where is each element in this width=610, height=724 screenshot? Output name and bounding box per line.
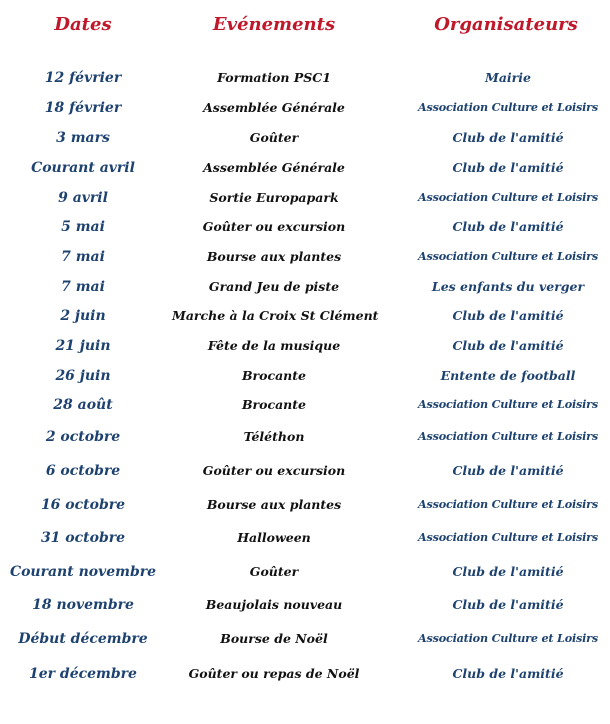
row-event: Brocante — [241, 368, 306, 383]
table-row — [0, 68, 610, 94]
row-date: 3 mars — [56, 130, 110, 146]
row-organizer: Club de l'amitié — [452, 219, 564, 234]
row-event: Bourse aux plantes — [206, 497, 342, 512]
row-organizer: Association Culture et Loisirs — [418, 429, 598, 443]
table-row — [0, 595, 610, 621]
row-organizer: Association Culture et Loisirs — [418, 497, 598, 511]
row-event: Grand Jeu de piste — [208, 279, 340, 294]
header-events: Evénements — [212, 14, 336, 35]
row-organizer: Mairie — [485, 70, 531, 85]
table-row — [0, 395, 610, 421]
row-organizer: Association Culture et Loisirs — [418, 100, 598, 114]
row-date: 12 février — [44, 70, 122, 86]
table-row — [0, 336, 610, 362]
row-date: 1er décembre — [29, 666, 137, 682]
row-date: 21 juin — [55, 338, 111, 354]
row-organizer: Club de l'amitié — [452, 564, 564, 579]
row-date: 7 mai — [61, 249, 105, 265]
row-event: Goûter ou repas de Noël — [188, 666, 360, 681]
row-event: Halloween — [237, 530, 311, 545]
row-date: 7 mai — [61, 279, 105, 295]
row-date: 2 octobre — [45, 429, 121, 445]
row-date: 18 novembre — [32, 597, 134, 613]
row-organizer: Association Culture et Loisirs — [418, 397, 598, 411]
table-row — [0, 495, 610, 521]
row-event: Goûter — [249, 564, 299, 579]
row-date: 31 octobre — [40, 530, 126, 546]
row-event: Marche à la Croix St Clément — [172, 308, 379, 323]
row-organizer: Club de l'amitié — [452, 597, 564, 612]
row-event: Goûter ou excursion — [202, 219, 346, 234]
row-organizer: Club de l'amitié — [452, 666, 564, 681]
row-event: Sortie Europapark — [209, 190, 339, 205]
row-event: Assemblée Générale — [203, 160, 345, 175]
row-event: Goûter — [249, 130, 299, 145]
table-row — [0, 217, 610, 243]
row-organizer: Club de l'amitié — [452, 338, 564, 353]
row-organizer: Association Culture et Loisirs — [418, 190, 598, 204]
row-organizer: Club de l'amitié — [452, 160, 564, 175]
row-event: Bourse aux plantes — [206, 249, 342, 264]
row-event: Beaujolais nouveau — [205, 597, 343, 612]
row-event: Assemblée Générale — [203, 100, 345, 115]
row-event: Fête de la musique — [207, 338, 341, 353]
row-organizer: Club de l'amitié — [452, 308, 564, 323]
table-row — [0, 98, 610, 124]
row-date: Début décembre — [18, 631, 148, 647]
table-row — [0, 158, 610, 184]
table-row — [0, 629, 610, 655]
row-organizer: Club de l'amitié — [452, 463, 564, 478]
table-row — [0, 461, 610, 487]
row-date: 26 juin — [55, 368, 111, 384]
table-row — [0, 366, 610, 392]
row-date: 6 octobre — [45, 463, 121, 479]
row-event: Goûter ou excursion — [202, 463, 346, 478]
table-header — [0, 14, 610, 44]
table-row — [0, 277, 610, 303]
row-event: Formation PSC1 — [217, 70, 331, 85]
row-date: 16 octobre — [40, 497, 126, 513]
row-event: Bourse de Noël — [220, 631, 328, 646]
row-organizer: Association Culture et Loisirs — [418, 631, 598, 645]
table-row — [0, 528, 610, 554]
header-dates: Dates — [54, 14, 112, 35]
header-organizers: Organisateurs — [434, 14, 578, 35]
row-event: Brocante — [241, 397, 306, 412]
row-date: 18 février — [44, 100, 122, 116]
row-organizer: Association Culture et Loisirs — [418, 249, 598, 263]
row-date: 28 août — [53, 397, 113, 413]
table-row — [0, 562, 610, 588]
row-organizer: Les enfants du verger — [431, 279, 585, 294]
row-organizer: Entente de football — [440, 368, 576, 383]
row-date: 9 avril — [58, 190, 108, 206]
table-row — [0, 188, 610, 214]
row-organizer: Association Culture et Loisirs — [418, 530, 598, 544]
row-date: 5 mai — [61, 219, 105, 235]
table-row — [0, 427, 610, 453]
row-organizer: Club de l'amitié — [452, 130, 564, 145]
row-event: Téléthon — [243, 429, 305, 444]
table-row — [0, 128, 610, 154]
row-date: Courant novembre — [9, 564, 157, 580]
row-date: 2 juin — [60, 308, 106, 324]
table-row — [0, 306, 610, 332]
row-date: Courant avril — [31, 160, 135, 176]
table-row — [0, 247, 610, 273]
table-row — [0, 664, 610, 690]
